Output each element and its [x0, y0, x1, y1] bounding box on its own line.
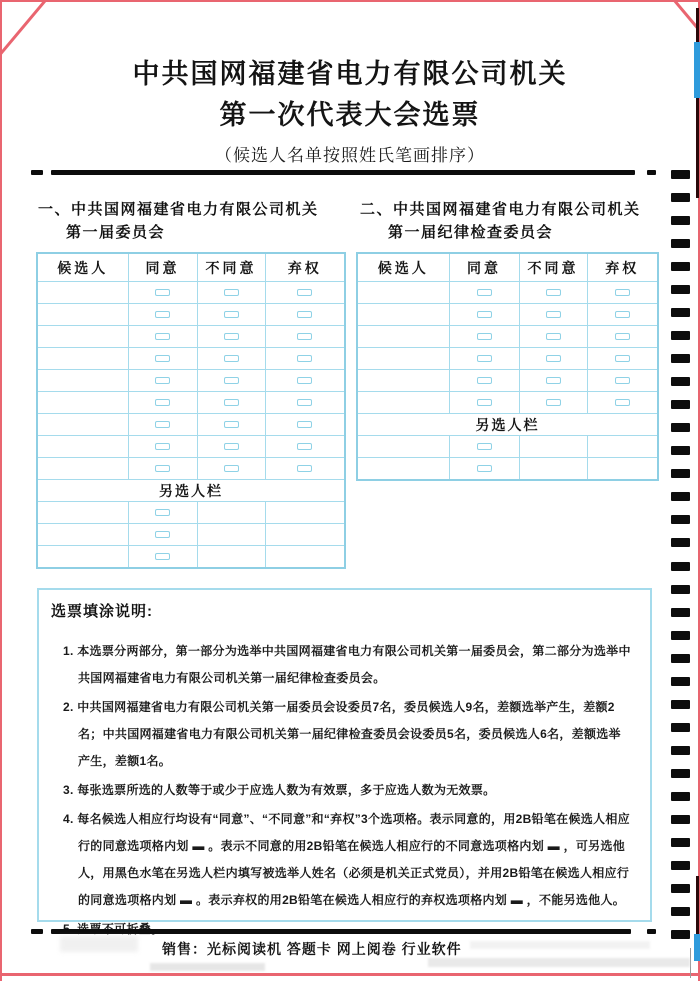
candidate-name-cell [357, 282, 449, 304]
omr-timing-mark [671, 585, 690, 594]
empty-cell [587, 436, 658, 458]
scan-smudge [150, 963, 265, 971]
omr-timing-mark [671, 677, 690, 686]
scan-edge-blue-strip [694, 934, 700, 961]
candidate-name-cell [357, 326, 449, 348]
omr-timing-mark [671, 930, 690, 939]
vote-option-cell [265, 370, 345, 392]
candidate-name-cell [37, 458, 128, 480]
candidate-row [37, 458, 345, 480]
separator-dash [647, 170, 656, 175]
page-edge-top [0, 0, 700, 2]
scan-smudge [428, 958, 690, 967]
page-title-line2: 第一次代表大会选票 [219, 100, 481, 130]
vote-option-cell [128, 436, 197, 458]
candidate-name-cell [37, 414, 128, 436]
vote-mark-bubble[interactable] [297, 311, 312, 318]
vote-option-cell [197, 326, 265, 348]
omr-timing-mark [671, 562, 690, 571]
vote-mark-bubble[interactable] [224, 465, 239, 472]
vote-mark-bubble[interactable] [615, 355, 630, 362]
omr-timing-mark [671, 838, 690, 847]
vote-mark-bubble[interactable] [297, 355, 312, 362]
vote-option-cell [128, 370, 197, 392]
instruction-item-3: 3. 每张选票所选的人数等于或少于应选人数为有效票，多于应选人数为无效票。 [63, 783, 496, 797]
omr-timing-mark [671, 631, 690, 640]
ballot-column-header: 弃权 [265, 253, 345, 282]
vote-mark-bubble[interactable] [546, 355, 561, 362]
page-title-line1: 中共国网福建省电力有限公司机关 [132, 59, 568, 89]
vote-mark-bubble[interactable] [297, 399, 312, 406]
empty-cell [197, 502, 265, 524]
vote-mark-bubble[interactable] [297, 465, 312, 472]
writein-row [37, 546, 345, 569]
candidate-row [37, 304, 345, 326]
empty-cell [265, 502, 345, 524]
omr-timing-mark [671, 331, 690, 340]
vote-mark-bubble[interactable] [477, 289, 492, 296]
vote-option-cell [265, 282, 345, 304]
empty-cell [519, 436, 587, 458]
vote-option-cell [265, 436, 345, 458]
vote-mark-bubble[interactable] [615, 333, 630, 340]
vote-mark-bubble[interactable] [297, 421, 312, 428]
omr-timing-mark [671, 193, 690, 202]
vote-option-cell [265, 458, 345, 480]
vote-mark-bubble[interactable] [224, 289, 239, 296]
writein-row [37, 502, 345, 524]
scan-smudge [60, 936, 138, 952]
candidate-name-cell [357, 348, 449, 370]
vote-mark-bubble[interactable] [546, 399, 561, 406]
candidate-row [37, 414, 345, 436]
ballot-column-header: 候选人 [37, 253, 128, 282]
vote-option-cell [128, 282, 197, 304]
vote-option-cell [197, 370, 265, 392]
vote-mark-bubble[interactable] [224, 333, 239, 340]
omr-timing-mark [671, 285, 690, 294]
vote-option-cell [449, 436, 519, 458]
omr-timing-mark [671, 216, 690, 225]
vote-mark-bubble[interactable] [477, 333, 492, 340]
candidate-row [357, 304, 658, 326]
vote-option-cell [449, 348, 519, 370]
scan-smudge [470, 941, 650, 949]
vote-mark-bubble[interactable] [477, 465, 492, 472]
omr-timing-mark [671, 469, 690, 478]
vote-option-cell [587, 282, 658, 304]
vote-mark-bubble[interactable] [155, 311, 170, 318]
vote-mark-bubble[interactable] [297, 443, 312, 450]
omr-timing-mark [671, 861, 690, 870]
vote-mark-bubble[interactable] [224, 421, 239, 428]
separator-dash [31, 170, 43, 175]
vote-mark-bubble[interactable] [155, 443, 170, 450]
section2-heading-line2: 第一届纪律检查委员会 [388, 224, 554, 241]
vote-mark-bubble[interactable] [546, 311, 561, 318]
instructions-list [49, 638, 632, 943]
vote-mark-bubble[interactable] [477, 355, 492, 362]
separator-line-bottom [51, 929, 631, 934]
vote-option-cell [197, 282, 265, 304]
vote-option-cell [449, 304, 519, 326]
omr-timing-mark [671, 239, 690, 248]
omr-timing-mark [671, 907, 690, 916]
footer-sales-line: 销售：光标阅读机 答题卡 网上阅卷 行业软件 [162, 941, 462, 957]
separator-line-top [51, 170, 635, 175]
writein-row [357, 436, 658, 458]
writein-name-cell[interactable] [37, 524, 128, 546]
ballot-column-header: 同意 [128, 253, 197, 282]
writein-header-row [357, 414, 658, 436]
vote-option-cell [587, 370, 658, 392]
candidate-name-cell [357, 370, 449, 392]
vote-option-cell [265, 348, 345, 370]
candidate-name-cell [37, 304, 128, 326]
vote-mark-bubble[interactable] [224, 443, 239, 450]
scan-artifact-line [690, 948, 691, 978]
empty-cell [587, 458, 658, 481]
vote-mark-bubble[interactable] [155, 333, 170, 340]
vote-mark-bubble[interactable] [224, 377, 239, 384]
candidate-row [37, 282, 345, 304]
candidate-name-cell [37, 282, 128, 304]
candidate-row [357, 326, 658, 348]
omr-timing-mark [671, 377, 690, 386]
discipline-ballot-table [356, 252, 659, 481]
candidate-name-cell [357, 304, 449, 326]
vote-mark-bubble[interactable] [546, 289, 561, 296]
candidate-row [357, 370, 658, 392]
omr-timing-mark [671, 446, 690, 455]
vote-mark-bubble[interactable] [155, 377, 170, 384]
scan-edge-strip [696, 876, 699, 936]
vote-mark-bubble[interactable] [546, 333, 561, 340]
vote-option-cell [519, 370, 587, 392]
vote-mark-bubble[interactable] [155, 553, 170, 560]
omr-timing-mark [671, 608, 690, 617]
candidate-name-cell [37, 370, 128, 392]
vote-option-cell [128, 392, 197, 414]
candidate-row [357, 392, 658, 414]
vote-mark-bubble[interactable] [224, 311, 239, 318]
ballot-column-header: 不同意 [519, 253, 587, 282]
vote-option-cell [128, 502, 197, 524]
omr-timing-mark [671, 262, 690, 271]
vote-mark-bubble[interactable] [155, 399, 170, 406]
vote-option-cell [197, 304, 265, 326]
candidate-name-cell [37, 392, 128, 414]
candidate-row [37, 392, 345, 414]
vote-option-cell [128, 414, 197, 436]
candidate-row [37, 370, 345, 392]
omr-timing-mark [671, 354, 690, 363]
omr-timing-mark [671, 400, 690, 409]
vote-mark-bubble[interactable] [477, 311, 492, 318]
vote-option-cell [265, 304, 345, 326]
candidate-row [37, 348, 345, 370]
vote-mark-bubble[interactable] [155, 531, 170, 538]
vote-mark-bubble[interactable] [615, 399, 630, 406]
writein-row [37, 524, 345, 546]
vote-mark-bubble[interactable] [155, 355, 170, 362]
vote-option-cell [265, 326, 345, 348]
ballot-column-header: 候选人 [357, 253, 449, 282]
vote-option-cell [519, 304, 587, 326]
omr-timing-mark [671, 538, 690, 547]
vote-mark-bubble[interactable] [615, 377, 630, 384]
ballot-column-header: 弃权 [587, 253, 658, 282]
vote-mark-bubble[interactable] [155, 421, 170, 428]
page-subtitle: （候选人名单按照姓氏笔画排序） [215, 146, 485, 165]
vote-mark-bubble[interactable] [297, 289, 312, 296]
writein-name-cell[interactable] [357, 458, 449, 481]
omr-timing-mark [671, 423, 690, 432]
omr-timing-mark [671, 723, 690, 732]
instructions-title: 选票填涂说明: [51, 603, 153, 620]
omr-timing-mark [671, 792, 690, 801]
omr-timing-mark [671, 884, 690, 893]
writein-name-cell[interactable] [37, 546, 128, 569]
writein-section-label: 另选人栏 [357, 414, 658, 436]
empty-cell [265, 546, 345, 569]
committee-ballot-table [36, 252, 346, 569]
omr-timing-mark [671, 170, 690, 179]
vote-mark-bubble[interactable] [546, 377, 561, 384]
candidate-name-cell [37, 348, 128, 370]
separator-dash [647, 929, 656, 934]
vote-option-cell [449, 392, 519, 414]
vote-option-cell [128, 326, 197, 348]
candidate-name-cell [37, 326, 128, 348]
vote-mark-bubble[interactable] [224, 355, 239, 362]
instruction-item-1: 1. 本选票分两部分，第一部分为选举中共国网福建省电力有限公司机关第一届委员会，第二部分为选举中共国网福建省电力有限公司机关第一届纪律检查委员会。 [63, 644, 631, 685]
empty-cell [519, 458, 587, 481]
page-edge-bottom [0, 973, 700, 976]
vote-option-cell [449, 370, 519, 392]
omr-timing-mark [671, 654, 690, 663]
ballot-column-header: 不同意 [197, 253, 265, 282]
vote-option-cell [519, 282, 587, 304]
vote-option-cell [587, 392, 658, 414]
vote-mark-bubble[interactable] [615, 311, 630, 318]
vote-option-cell [265, 392, 345, 414]
ballot-column-header: 同意 [449, 253, 519, 282]
writein-header-row [37, 480, 345, 502]
vote-mark-bubble[interactable] [477, 443, 492, 450]
vote-option-cell [587, 348, 658, 370]
vote-option-cell [128, 546, 197, 569]
vote-option-cell [265, 414, 345, 436]
empty-cell [197, 524, 265, 546]
omr-timing-mark [671, 700, 690, 709]
instruction-item-4: 4. 每名候选人相应行均设有“同意”、“不同意”和“弃权”3个选项格。表示同意的，用2B铅笔在候选人相应行的同意选项格内划 ▬ 。表示不同意的用2B铅笔在候选人相应行的不同意选项格内划 ▬ ，可另选他人，用黑色水笔在另选人栏内填写被选举人姓名（必须是机关正式党员），并用2B铅笔在候选人相应行的同意选项格内划 ▬ 。表示弃权的用2B铅笔在候选人相应行的弃权选项格内划 ▬ ，不能另选他人。 [63, 812, 630, 907]
vote-mark-bubble[interactable] [155, 289, 170, 296]
omr-timing-mark [671, 515, 690, 524]
vote-option-cell [519, 348, 587, 370]
empty-cell [197, 546, 265, 569]
candidate-name-cell [357, 392, 449, 414]
vote-option-cell [449, 458, 519, 481]
vote-option-cell [128, 458, 197, 480]
writein-name-cell[interactable] [37, 502, 128, 524]
vote-mark-bubble[interactable] [297, 333, 312, 340]
vote-option-cell [197, 458, 265, 480]
vote-option-cell [197, 436, 265, 458]
section1-heading-line1: 一、中共国网福建省电力有限公司机关 [38, 201, 319, 218]
omr-timing-mark [671, 815, 690, 824]
vote-option-cell [587, 326, 658, 348]
omr-timing-mark [671, 769, 690, 778]
writein-name-cell[interactable] [357, 436, 449, 458]
candidate-row [37, 326, 345, 348]
vote-mark-bubble[interactable] [477, 399, 492, 406]
vote-option-cell [519, 326, 587, 348]
section2-heading-line1: 二、中共国网福建省电力有限公司机关 [360, 201, 641, 218]
writein-section-label: 另选人栏 [37, 480, 345, 502]
vote-option-cell [519, 392, 587, 414]
vote-mark-bubble[interactable] [477, 377, 492, 384]
candidate-row [357, 348, 658, 370]
omr-timing-mark [671, 492, 690, 501]
vote-option-cell [197, 392, 265, 414]
vote-option-cell [128, 524, 197, 546]
section1-heading-line2: 第一届委员会 [66, 224, 166, 241]
instructions-box [37, 588, 652, 922]
candidate-name-cell [37, 436, 128, 458]
separator-dash [31, 929, 43, 934]
vote-option-cell [128, 304, 197, 326]
omr-timing-mark [671, 308, 690, 317]
instruction-item-2: 2. 中共国网福建省电力有限公司机关第一届委员会设委员7名，委员候选人9名，差额选举产生，差额2名；中共国网福建省电力有限公司机关第一届纪律检查委员会设委员5名，委员候选人6名，差额选举产生，差额1名。 [63, 700, 621, 768]
vote-option-cell [449, 282, 519, 304]
vote-option-cell [587, 304, 658, 326]
vote-mark-bubble[interactable] [155, 509, 170, 516]
vote-option-cell [197, 414, 265, 436]
omr-timing-mark [671, 746, 690, 755]
vote-mark-bubble[interactable] [615, 289, 630, 296]
empty-cell [265, 524, 345, 546]
candidate-row [37, 436, 345, 458]
vote-option-cell [128, 348, 197, 370]
vote-mark-bubble[interactable] [297, 377, 312, 384]
writein-row [357, 458, 658, 481]
vote-mark-bubble[interactable] [224, 399, 239, 406]
vote-option-cell [449, 326, 519, 348]
candidate-row [357, 282, 658, 304]
vote-mark-bubble[interactable] [155, 465, 170, 472]
vote-option-cell [197, 348, 265, 370]
